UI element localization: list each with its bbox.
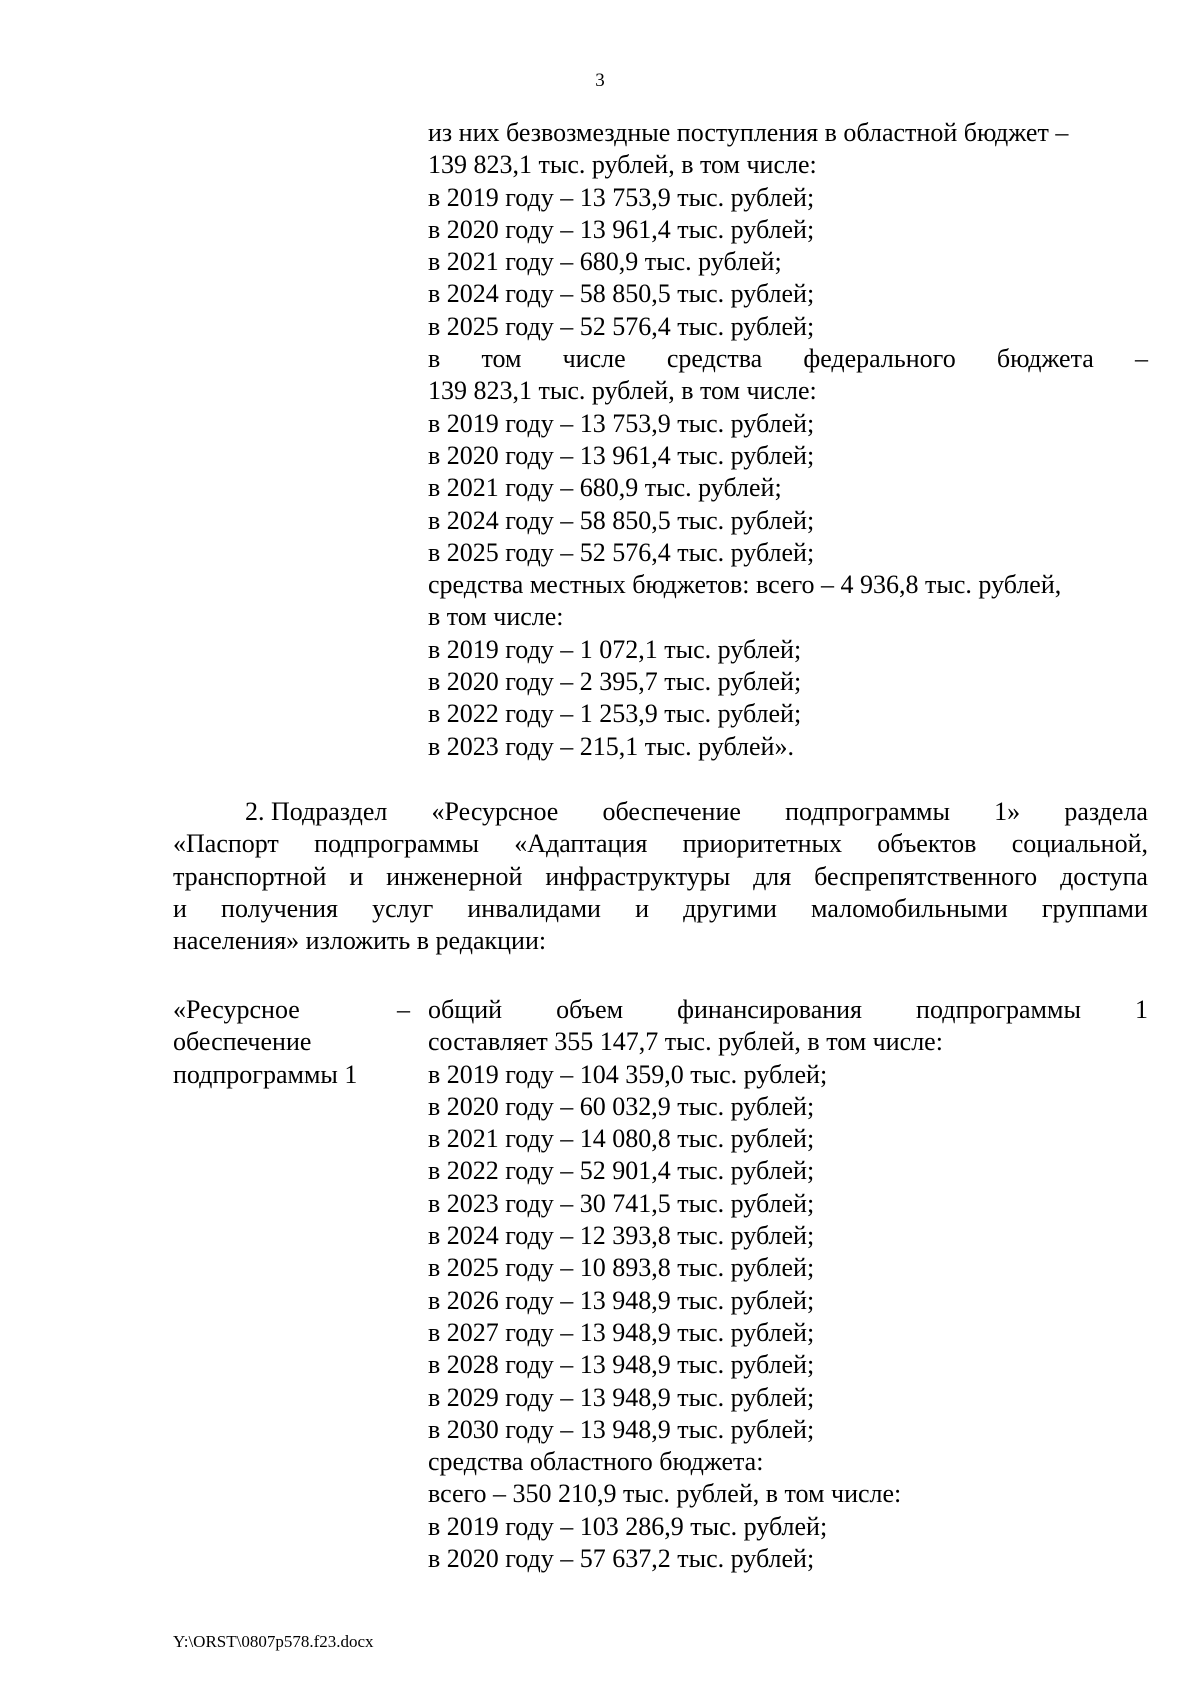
justified-text-line (428, 343, 1148, 375)
text-line: в 2025 году – 10 893,8 тыс. рублей; (428, 1253, 815, 1283)
word: группами (1041, 893, 1148, 923)
text-line: в 2020 году – 13 961,4 тыс. рублей; (428, 214, 815, 244)
text-line: в 2029 году – 13 948,9 тыс. рублей; (428, 1382, 815, 1412)
text-line: в 2019 году – 104 359,0 тыс. рублей; (428, 1059, 828, 1089)
text-line: составляет 355 147,7 тыс. рублей, в том числе: (428, 1027, 943, 1057)
word: «Адаптация (514, 829, 648, 859)
word: и (635, 893, 649, 923)
word: инженерной (386, 861, 523, 891)
word: в (428, 344, 441, 374)
word: бюджета (996, 344, 1094, 374)
text-line: в 2020 году – 2 395,7 тыс. рублей; (428, 667, 802, 697)
word: услуг (372, 893, 434, 923)
label-line: подпрограммы 1 (173, 1059, 358, 1089)
paragraph-line (173, 861, 1148, 893)
paragraph-line: населения» изложить в редакции: (173, 926, 547, 956)
word: федерального (803, 344, 956, 374)
text-line: в 2022 году – 1 253,9 тыс. рублей; (428, 699, 802, 729)
label-dash: – (397, 995, 410, 1024)
word: финансирования (677, 995, 863, 1024)
word: другими (683, 893, 777, 923)
text-line: в 2023 году – 30 741,5 тыс. рублей; (428, 1188, 815, 1218)
text-line: в 2030 году – 13 948,9 тыс. рублей; (428, 1414, 815, 1444)
word: общий (428, 995, 503, 1024)
text-line: средства местных бюджетов: всего – 4 936,8 тыс. рублей, (428, 570, 1062, 600)
text-line: в 2019 году – 13 753,9 тыс. рублей; (428, 182, 815, 212)
amendment-paragraph (173, 796, 1148, 957)
word: инвалидами (467, 893, 601, 923)
word: беспрепятственного (814, 861, 1038, 891)
label-line: обеспечение (173, 1027, 312, 1057)
word: обеспечение (602, 797, 741, 826)
justified-text-line (428, 994, 1148, 1026)
text-line: в 2020 году – 60 032,9 тыс. рублей; (428, 1091, 815, 1121)
text-line: в 2025 году – 52 576,4 тыс. рублей; (428, 311, 815, 341)
word: том (481, 344, 522, 374)
word: и (173, 893, 187, 923)
file-path-footer: Y:\ORST\0807p578.f23.docx (173, 1632, 374, 1651)
text-line: из них безвозмездные поступления в областной бюджет – (428, 118, 1069, 147)
word: социальной, (1011, 829, 1148, 859)
word: транспортной (173, 861, 327, 891)
text-line: в 2019 году – 13 753,9 тыс. рублей; (428, 408, 815, 438)
text-line: в 2022 году – 52 901,4 тыс. рублей; (428, 1156, 815, 1186)
word: 1 (1134, 995, 1148, 1024)
word: объектов (877, 829, 977, 859)
text-line: в 2023 году – 215,1 тыс. рублей». (428, 731, 794, 761)
funding-continuation-block (428, 117, 1148, 763)
word: маломобильными (811, 893, 1008, 923)
text-line: в 2019 году – 103 286,9 тыс. рублей; (428, 1511, 828, 1541)
text-line: всего – 350 210,9 тыс. рублей, в том числе: (428, 1479, 902, 1509)
word: подпрограммы (314, 829, 479, 859)
text-line: в 2019 году – 1 072,1 тыс. рублей; (428, 634, 802, 664)
paragraph-line (173, 893, 1148, 925)
word: «Паспорт (173, 829, 279, 859)
text-line: в 2021 году – 14 080,8 тыс. рублей; (428, 1124, 815, 1154)
paragraph-line (173, 796, 1148, 828)
text-line: 139 823,1 тыс. рублей, в том числе: (428, 150, 817, 180)
word: получения (221, 893, 338, 923)
word: подпрограммы (785, 797, 950, 826)
word: числе (562, 344, 626, 374)
page-number: 3 (595, 70, 605, 91)
word: «Ресурсное (431, 797, 559, 826)
text-line: в 2024 году – 58 850,5 тыс. рублей; (428, 279, 815, 309)
paragraph-line (173, 828, 1148, 860)
word: инфраструктуры (545, 861, 731, 891)
word: 2. Подраздел (245, 797, 388, 826)
word: средства (666, 344, 763, 374)
label-line: «Ресурсное (173, 995, 300, 1024)
word: и (349, 861, 364, 891)
word: раздела (1064, 797, 1148, 826)
text-line: в 2027 году – 13 948,9 тыс. рублей; (428, 1317, 815, 1347)
text-line: в 2021 году – 680,9 тыс. рублей; (428, 473, 782, 503)
text-line: в 2028 году – 13 948,9 тыс. рублей; (428, 1350, 815, 1380)
row-label (173, 994, 388, 1091)
text-line: в 2026 году – 13 948,9 тыс. рублей; (428, 1285, 815, 1315)
text-line: в 2021 году – 680,9 тыс. рублей; (428, 247, 782, 277)
word: подпрограммы (916, 995, 1081, 1024)
text-line: в 2020 году – 13 961,4 тыс. рублей; (428, 440, 815, 470)
word: – (1134, 344, 1148, 374)
text-line: в 2024 году – 12 393,8 тыс. рублей; (428, 1221, 815, 1251)
text-line: в 2024 году – 58 850,5 тыс. рублей; (428, 505, 815, 535)
word: объем (556, 995, 624, 1024)
row-value (428, 994, 1148, 1575)
word: для (753, 861, 792, 891)
text-line: в 2025 году – 52 576,4 тыс. рублей; (428, 537, 815, 567)
word: приоритетных (682, 829, 842, 859)
text-line: средства областного бюджета: (428, 1447, 764, 1477)
text-line: 139 823,1 тыс. рублей, в том числе: (428, 376, 817, 406)
text-line: в том числе: (428, 602, 564, 632)
word: 1» (994, 797, 1021, 826)
word: доступа (1060, 861, 1148, 891)
text-line: в 2020 году – 57 637,2 тыс. рублей; (428, 1544, 815, 1574)
